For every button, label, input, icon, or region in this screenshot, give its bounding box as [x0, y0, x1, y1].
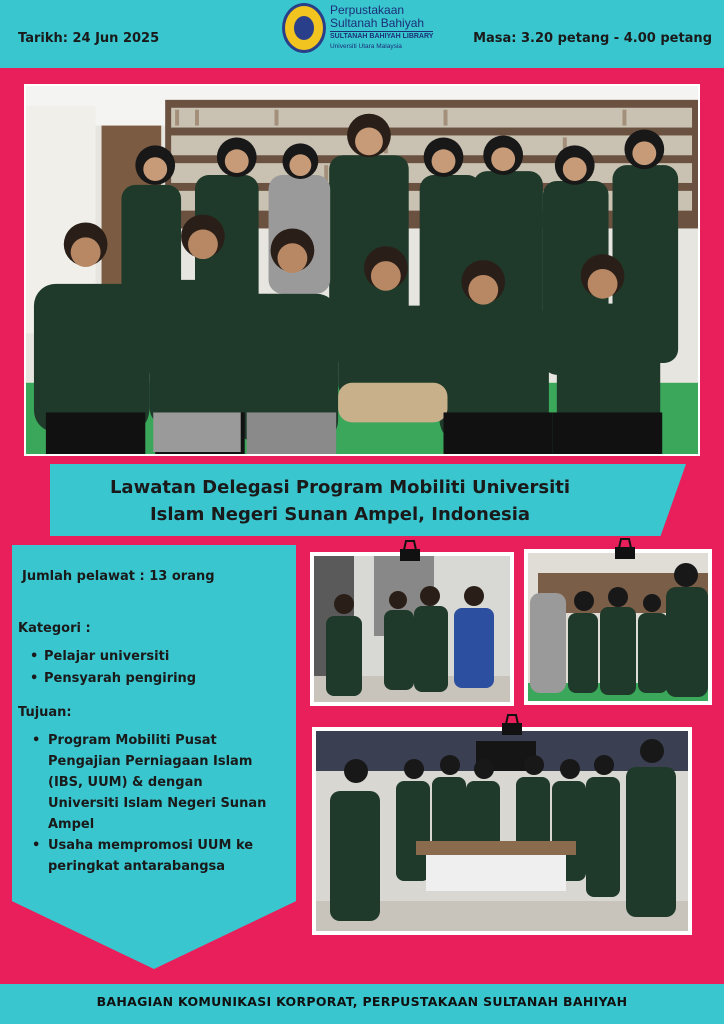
library-logo-icon	[282, 3, 326, 53]
category-label: Kategori :	[18, 621, 91, 636]
group-photo	[24, 84, 700, 456]
logo-line-1: Perpustakaan	[330, 3, 405, 17]
list-item: • Usaha mempromosi UUM ke peringkat antarabangsa	[18, 835, 273, 877]
visitor-count: Jumlah pelawat : 13 orang	[22, 569, 215, 584]
list-item: • Pensyarah pengiring	[18, 668, 288, 690]
footer-text: BAHAGIAN KOMUNIKASI KORPORAT, PERPUSTAKAAN SULTANAH BAHIYAH	[96, 994, 628, 1009]
list-item: • Pelajar universiti	[18, 646, 288, 668]
purpose-list	[18, 730, 288, 877]
logo-line-4: Universiti Utara Malaysia	[330, 43, 402, 50]
photo-guestbook	[312, 727, 692, 935]
event-time: Masa: 3.20 petang - 4.00 petang	[473, 31, 712, 46]
binder-clip-icon	[397, 540, 423, 562]
title-line-2: Islam Negeri Sunan Ampel, Indonesia	[149, 504, 531, 525]
page-title	[60, 474, 620, 528]
event-date: Tarikh: 24 Jun 2025	[18, 31, 160, 46]
library-logo-text	[330, 4, 433, 51]
logo-line-2: Sultanah Bahiyah	[330, 16, 425, 30]
list-item: • Program Mobiliti Pusat Pengajian Perniagaan Islam (IBS, UUM) & dengan Universiti Islam Negeri Sunan Ampel	[18, 730, 273, 835]
logo-line-3: SULTANAH BAHIYAH LIBRARY	[330, 33, 434, 40]
photo-corridor	[310, 552, 514, 706]
info-content	[18, 568, 288, 877]
purpose-label: Tujuan:	[18, 705, 72, 720]
binder-clip-icon	[612, 538, 638, 560]
photo-library-group	[524, 549, 712, 705]
category-list	[18, 646, 288, 690]
title-line-1: Lawatan Delegasi Program Mobiliti Universiti	[109, 477, 571, 498]
binder-clip-icon	[499, 714, 525, 736]
